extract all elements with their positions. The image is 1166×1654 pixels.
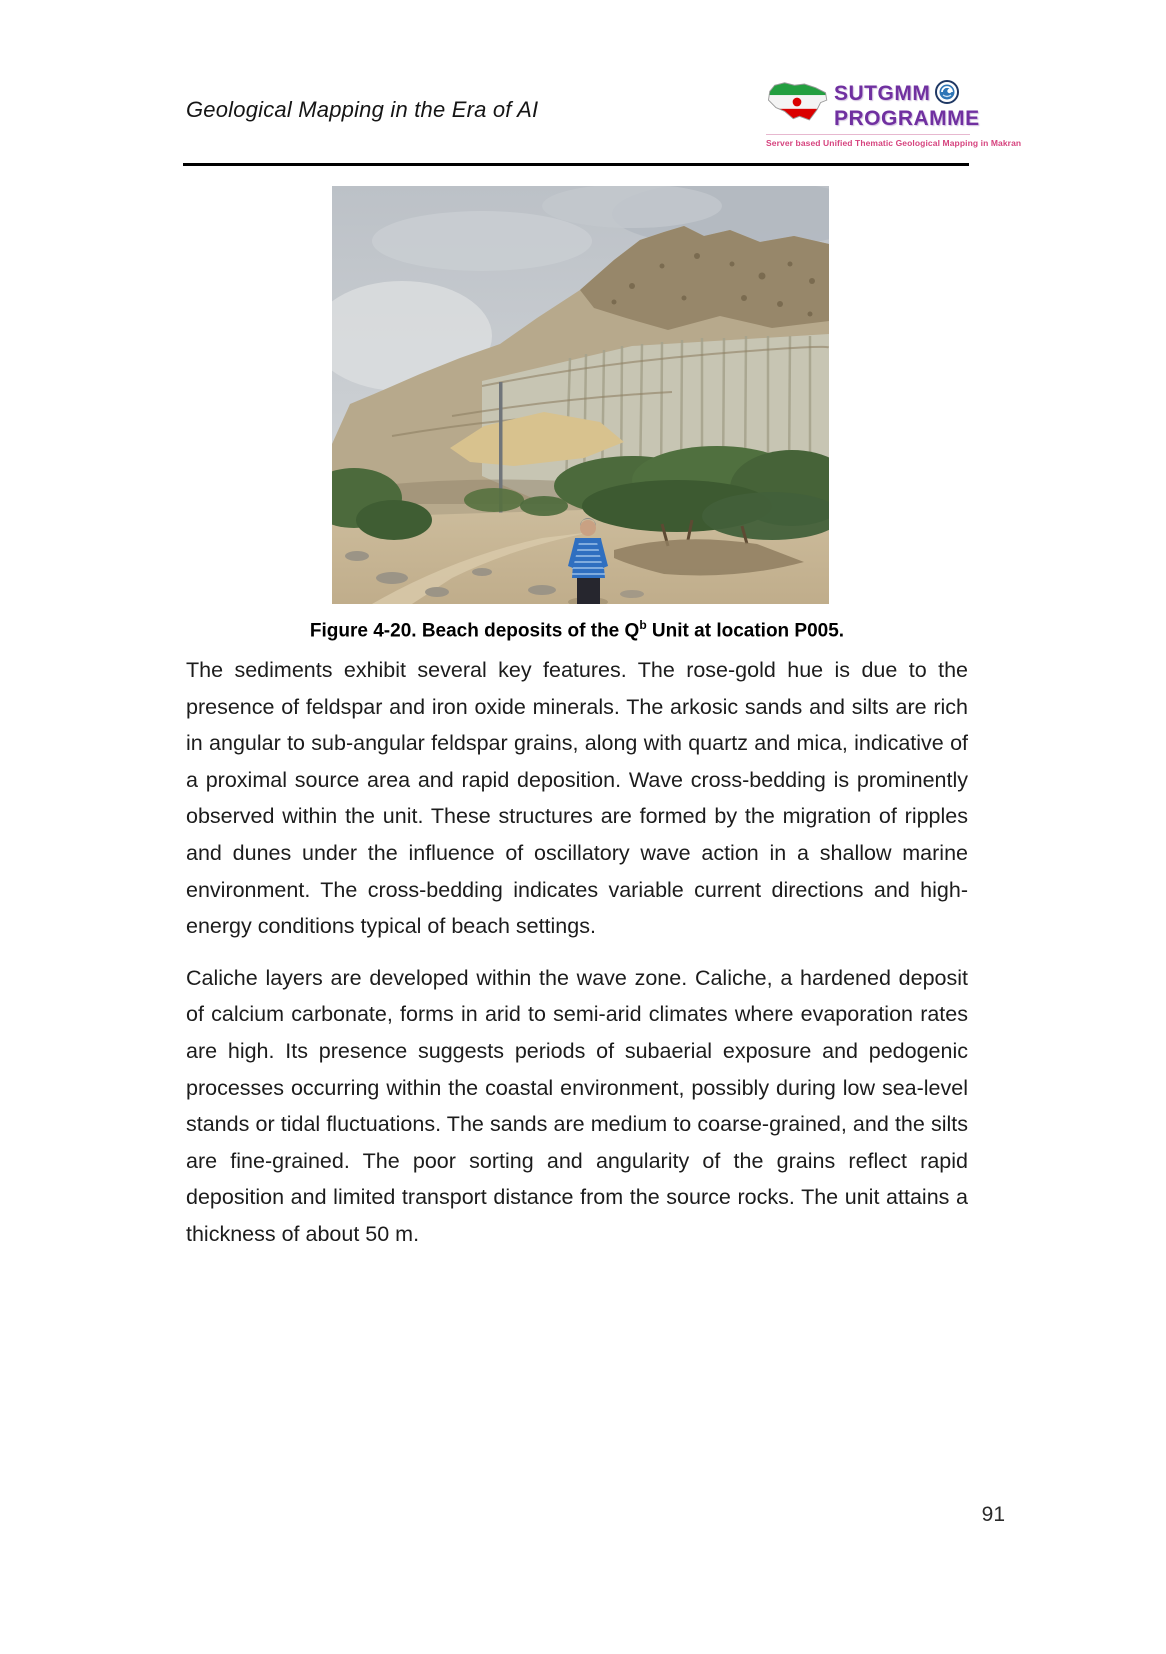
logo-row <box>766 79 980 130</box>
person-pants <box>577 574 600 604</box>
iran-flag-map-icon <box>766 79 828 130</box>
logo-name-line2: PROGRAMME <box>834 107 980 130</box>
body-text <box>186 652 968 1268</box>
figure-photo <box>332 186 829 604</box>
logo-wordmark <box>834 80 980 130</box>
logo-tagline: Server based Unified Thematic Geological Mapping in Makran <box>766 134 970 148</box>
person-head <box>580 520 596 536</box>
body-paragraph-2: Caliche layers are developed within the wave zone. Caliche, a hardened deposit of calcium carbonate, forms in arid to semi-arid climates where evaporation rates are high. Its presence suggests periods of subaerial exposure and pedogenic processes occurring within the coastal environment, possibly during low sea-level stands or tidal fluctuations. The sands are medium to coarse-grained, and the silts are fine-grained. The poor sorting and angularity of the grains reflect rapid deposition and limited transport distance from the source rocks. The unit attains a thickness of about 50 m. <box>186 965 968 1246</box>
figure-caption-superscript: b <box>639 618 647 632</box>
sutgmm-logo <box>766 79 1022 148</box>
header-divider-rule <box>183 163 969 166</box>
logo-name-line1: SUTGMM <box>834 82 931 106</box>
running-head-title: Geological Mapping in the Era of AI <box>186 97 539 122</box>
page-number: 91 <box>981 1503 1005 1526</box>
cloud <box>372 211 592 271</box>
cloud <box>542 186 722 228</box>
figure-caption-pre: Figure 4-20. Beach deposits of the Q <box>309 620 640 642</box>
globe-icon <box>935 80 959 108</box>
figure-caption-post: Unit at location P005. <box>646 620 845 642</box>
figure-caption <box>186 618 968 642</box>
outcrop-photo-illustration <box>332 186 829 604</box>
body-paragraph-1: The sediments exhibit several key features. The rose-gold hue is due to the presence of feldspar and iron oxide minerals. The arkosic sands and silts are rich in angular to sub-angular feldspar grains, along with quartz and mica, indicative of a proximal source area and rapid deposition. Wave cross-bedding is prominently observed within the unit. These structures are formed by the migration of ripples and dunes under the influence of oscillatory wave action in a shallow marine environment. The cross-bedding indicates variable current directions and high-energy conditions typical of beach settings. <box>186 658 968 939</box>
